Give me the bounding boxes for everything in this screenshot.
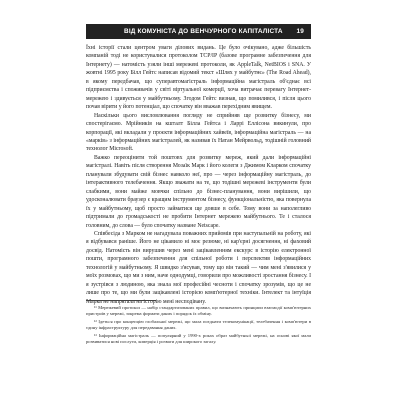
footnote: ¹² Ідеться про концепцію глобальної мережі, що мала поєднати телекомунікації, телебачення і комп'ютери в єдину інфраструктуру для передавання даних. xyxy=(86,319,311,331)
footnote: ¹¹ Мережевий протокол — набір стандартизованих правил, що визначають принципи взаємодії комп'ютерних пристроїв у мережі, зокрема формати даних і порядок їх обміну. xyxy=(86,305,311,317)
footnotes xyxy=(86,305,311,347)
running-header-title: ВІД КОМУНІСТА ДО ВЕНЧУРНОГО КАПІТАЛІСТА xyxy=(124,27,283,35)
paragraph: Їхні історії стали центром уваги ділових видань. Це було очікувано, адже більшість компаній тоді не користувалися протоколом TCP/IP (базове програмне забезпечення для Інтернету) — натомість узяли інші мережеві протоколи, як AppleTalk, NetBIOS і SNA. У жовтні 1995 року Білл Гейтс написав відомий текст «Шлях у майбутнє» (The Road Ahead), в якому передбачав, що суперавтомагістраль інформаційна магістраль об'єднає всі підприємства і споживачів у світі віртуальної комерції, хоча витрачає перевагу Інтернет-мережею і здивується у майбутньому. Згодом Гейтс визнав, що помилився, і після цього почав вірити у його потенціал, що спочатку він вважав перехідним явищем. xyxy=(86,45,311,111)
footnote-divider xyxy=(86,300,156,301)
running-header xyxy=(86,24,311,39)
paragraph: Важко переоцінити той поштовх для розвитку мереж, який дали інформаційні магістралі. Навіть після створення Мозаїк Марк і його колеги з Джимом Кларком спочатку планували збудувати свій бізнес навколо неї, про — через інформаційну магістраль, до інтерактивного телебачення. Якщо зважати на те, що тодішні мережеві інструменти були слабкими, вони майже мовчки спільно до бізнес-планування, вони вирішили, що удосконалювати браузер є кращим інструментом бізнесу, функціональністю, яка повернула їх у майбутньому, щоб просто займатися ще довше в себе. Тому вони за наполегливо підтримали до громадськості не пробити Інтернет мережею майбутнього. Те і сталося головним, до слова — було спочатку назване Netscape. xyxy=(86,154,311,229)
footnote: ¹³ Інформаційна магістраль — популярний у 1990-х роках образ майбутньої мережі, на основі якої мали розвиватися нові послуги, комерція і розваги для широкого загалу. xyxy=(86,333,311,345)
paragraph: Наскільки цього висловлювання погляду не сприйняв ще розвитку бізнесу, ми спостерігаємо. Мрійників на кшталт Білла Гейтса і Ларрі Еллісона викинули, про корпорації, які вкладали у проєкти інформаційних хайвеїв, інформаційна магістраль — на «марків» з інформаційних магістралей, як називав їх Натан Мейрвольд, тодішній головний технолог Microsoft. xyxy=(86,112,311,153)
page-number: 19 xyxy=(296,27,304,35)
paragraph: Співбесіда з Марком не нагадувала поважних прийомів при наступальній на роботу, які я відбувався раніше. Його не цікавило ні моє резюме, ні кар'єрні досягнення, ні фаховий досвід. Натомість він вирушив через мені зацікавленням екскурс в історію електронної пошти, програмного забезпечення для спільної роботи і перспектив інформаційних технологій у майбутньому. Я швидко з'ясував, тому що він такий — чим мені з'явилися у моїх розмовах, що ми з ним, наче однодумці, говорили про можливості зростання бізнесу. І я зустрівся з людиною, яка знала мої професійні чесноти і спочатку зрозумів, що це не лише про те, що ми були зацікавлені історією комп'ютерної техніки. Інтелект та інтуїція Марка не напрягала на історію мені несподівану. xyxy=(86,230,311,305)
main-text xyxy=(86,44,311,306)
